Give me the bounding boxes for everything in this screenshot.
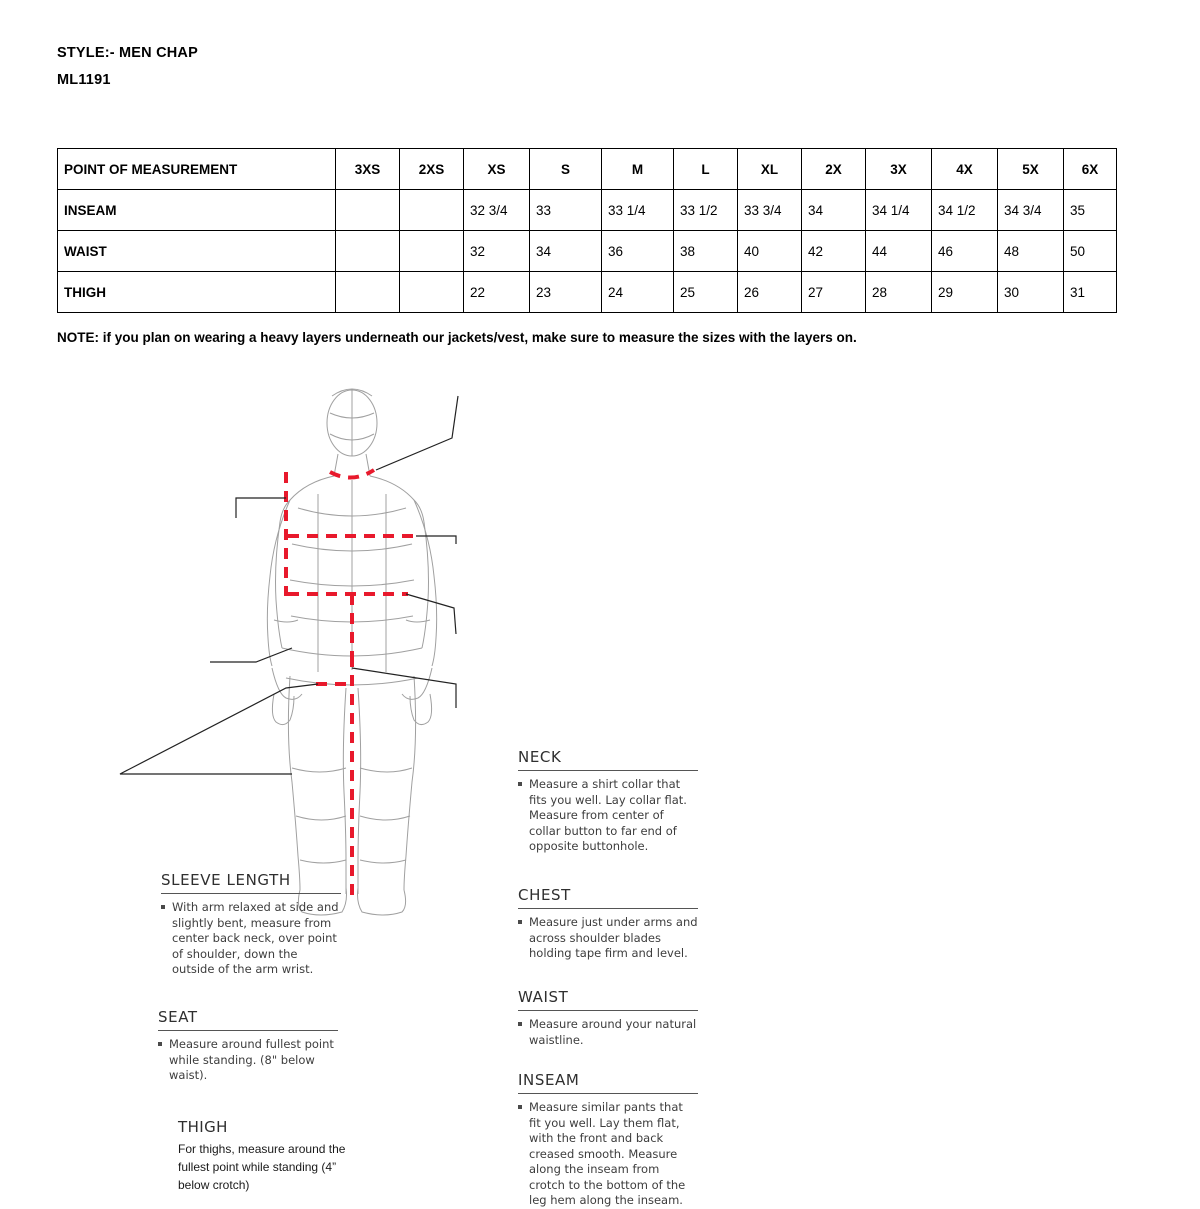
bullet-icon <box>518 1105 522 1109</box>
row-label-inseam: INSEAM <box>58 190 336 231</box>
column-header-size-2xs: 2XS <box>400 149 464 190</box>
cell-waist-xs: 32 <box>464 231 530 272</box>
callout-chest <box>518 886 698 962</box>
note-text: NOTE: if you plan on wearing a heavy layers underneath our jackets/vest, make sure to measure the sizes with the layers on. <box>57 330 857 345</box>
callout-seat <box>158 1008 338 1084</box>
cell-thigh-6x: 31 <box>1064 272 1117 313</box>
callout-inseam-text: Measure similar pants that fit you well. Lay them flat, with the front and back creased smooth. Measure along the inseam from crotch to the bottom of the leg hem along the inseam. <box>529 1100 686 1207</box>
column-header-size-3x: 3X <box>866 149 932 190</box>
callout-inseam-title: INSEAM <box>518 1071 580 1089</box>
cell-inseam-m: 33 1/4 <box>602 190 674 231</box>
size-chart-table <box>57 148 1117 313</box>
cell-inseam-6x: 35 <box>1064 190 1117 231</box>
table-row <box>58 272 1117 313</box>
cell-thigh-m: 24 <box>602 272 674 313</box>
cell-inseam-s: 33 <box>530 190 602 231</box>
callout-chest-body <box>518 915 698 962</box>
callout-waist-divider <box>518 1010 698 1011</box>
callout-neck-title: NECK <box>518 748 562 766</box>
callout-neck-text: Measure a shirt collar that fits you well. Lay collar flat. Measure from center of collar button to far end of opposite buttonhole. <box>529 777 687 853</box>
column-header-size-3xs: 3XS <box>336 149 400 190</box>
column-header-size-5x: 5X <box>998 149 1064 190</box>
callout-chest-divider <box>518 908 698 909</box>
callout-waist <box>518 988 698 1048</box>
table-row <box>58 190 1117 231</box>
style-line: STYLE:- MEN CHAP <box>57 45 198 61</box>
callout-neck-body <box>518 777 698 855</box>
callout-thigh-title: THIGH <box>178 1118 228 1136</box>
cell-waist-l: 38 <box>674 231 738 272</box>
callout-inseam-divider <box>518 1093 698 1094</box>
callout-sleeve-length-divider <box>161 893 341 894</box>
callout-waist-text: Measure around your natural waistline. <box>529 1017 697 1047</box>
callout-sleeve-length-body <box>161 900 341 978</box>
measurement-diagram <box>60 368 700 1207</box>
cell-inseam-3xs <box>336 190 400 231</box>
cell-waist-2xs <box>400 231 464 272</box>
cell-waist-6x: 50 <box>1064 231 1117 272</box>
cell-waist-2x: 42 <box>802 231 866 272</box>
cell-thigh-xl: 26 <box>738 272 802 313</box>
column-header-size-xs: XS <box>464 149 530 190</box>
callout-chest-text: Measure just under arms and across shoulder blades holding tape firm and level. <box>529 915 698 960</box>
bullet-icon <box>518 1022 522 1026</box>
cell-waist-4x: 46 <box>932 231 998 272</box>
cell-waist-3x: 44 <box>866 231 932 272</box>
column-header-size-2x: 2X <box>802 149 866 190</box>
cell-thigh-2xs <box>400 272 464 313</box>
cell-inseam-3x: 34 1/4 <box>866 190 932 231</box>
column-header-size-m: M <box>602 149 674 190</box>
cell-thigh-2x: 27 <box>802 272 866 313</box>
cell-inseam-4x: 34 1/2 <box>932 190 998 231</box>
cell-waist-s: 34 <box>530 231 602 272</box>
callout-sleeve-length <box>161 871 341 978</box>
column-header-size-s: S <box>530 149 602 190</box>
cell-inseam-2xs <box>400 190 464 231</box>
callout-thigh <box>178 1118 358 1194</box>
cell-thigh-l: 25 <box>674 272 738 313</box>
callout-seat-divider <box>158 1030 338 1031</box>
cell-inseam-xs: 32 3/4 <box>464 190 530 231</box>
cell-waist-m: 36 <box>602 231 674 272</box>
leader-lines-icon <box>120 396 458 774</box>
callout-thigh-text: For thighs, measure around the fullest point while standing (4” below crotch) <box>178 1142 346 1192</box>
document-header <box>57 40 757 94</box>
measurement-lines-icon <box>286 470 416 896</box>
callout-seat-body <box>158 1037 338 1084</box>
size-chart-table-container <box>57 148 1116 313</box>
cell-thigh-5x: 30 <box>998 272 1064 313</box>
table-header-row <box>58 149 1117 190</box>
cell-thigh-xs: 22 <box>464 272 530 313</box>
bullet-icon <box>518 920 522 924</box>
callout-waist-title: WAIST <box>518 988 569 1006</box>
callout-sleeve-length-text: With arm relaxed at side and slightly bent, measure from center back neck, over point of shoulder, down the outside of the arm wrist. <box>172 900 339 976</box>
cell-waist-3xs <box>336 231 400 272</box>
callout-seat-text: Measure around fullest point while standing. (8" below waist). <box>169 1037 334 1082</box>
callout-waist-body <box>518 1017 698 1048</box>
column-header-size-4x: 4X <box>932 149 998 190</box>
cell-waist-5x: 48 <box>998 231 1064 272</box>
column-header-size-6x: 6X <box>1064 149 1117 190</box>
callout-chest-title: CHEST <box>518 886 571 904</box>
bullet-icon <box>518 782 522 786</box>
callout-thigh-body <box>178 1140 358 1194</box>
bullet-icon <box>158 1042 162 1046</box>
cell-thigh-s: 23 <box>530 272 602 313</box>
callout-seat-title: SEAT <box>158 1008 198 1026</box>
callout-inseam-body <box>518 1100 698 1209</box>
column-header-point-of-measurement: POINT OF MEASUREMENT <box>58 149 336 190</box>
cell-thigh-3xs <box>336 272 400 313</box>
bullet-icon <box>161 905 165 909</box>
row-label-thigh: THIGH <box>58 272 336 313</box>
cell-waist-xl: 40 <box>738 231 802 272</box>
callout-neck-divider <box>518 770 698 771</box>
cell-thigh-3x: 28 <box>866 272 932 313</box>
callout-neck <box>518 748 698 855</box>
cell-inseam-xl: 33 3/4 <box>738 190 802 231</box>
table-row <box>58 231 1117 272</box>
cell-inseam-l: 33 1/2 <box>674 190 738 231</box>
column-header-size-l: L <box>674 149 738 190</box>
cell-inseam-5x: 34 3/4 <box>998 190 1064 231</box>
cell-thigh-4x: 29 <box>932 272 998 313</box>
style-code-line: ML1191 <box>57 72 111 88</box>
callout-sleeve-length-title: SLEEVE LENGTH <box>161 871 291 889</box>
column-header-size-xl: XL <box>738 149 802 190</box>
cell-inseam-2x: 34 <box>802 190 866 231</box>
row-label-waist: WAIST <box>58 231 336 272</box>
